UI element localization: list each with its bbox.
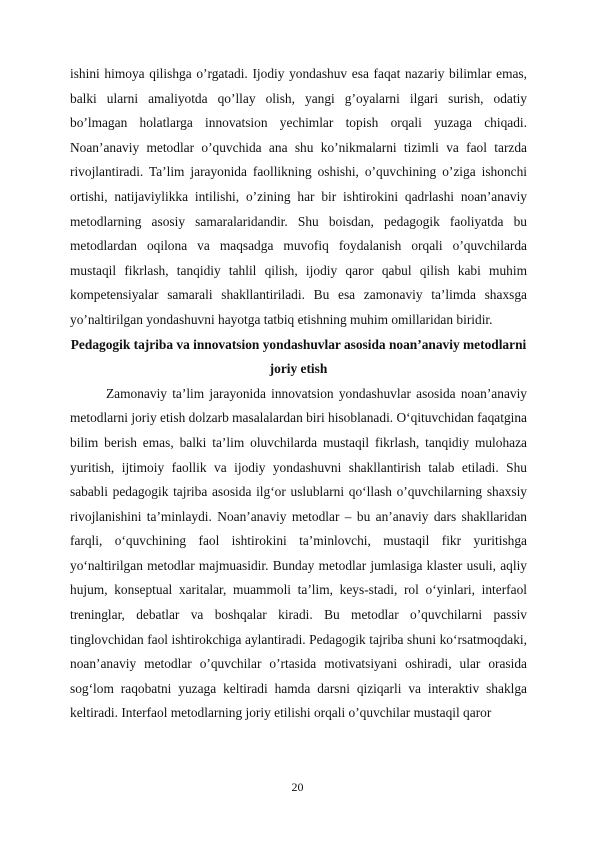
page-number: 20 (291, 780, 304, 794)
section-heading: Pedagogik tajriba va innovatsion yondashuvlar asosida noan’anaviy metodlarni joriy etish (70, 336, 527, 377)
body-paragraph: ishini himoya qilishga o’rgatadi. Ijodiy yondashuv esa faqat nazariy bilimlar emas, balki ularni amaliyotda qo’llay olish, yangi g’oyalarni ilgari surish, odatiy bo’lmagan holatlarga innovatsion yechimlar topish orqali yuzaga chiqadi. Noan’anaviy metodlar o’quvchida ana shu ko’nikmalarni tizimli va faol tarzda rivojlantiradi. Ta’lim jarayonida faollikning oshishi, o’quvchining o’ziga ishonchi ortishi, natijaviylikka intilishi, o’zining har bir ishtirokini qadrlashi noan’anaviy metodlarning asosiy samaralaridandir. Shu boisdan, pedagogik faoliyatda bu metodlardan oqilona va maqsadga muvofiq foydalanish orqali o’quvchilarda mustaqil fikrlash, tanqidiy tahlil qilish, ijodiy qaror qabul qilish kabi muhim kompetensiyalar samarali shakllantiriladi. Bu esa zamonaviy ta’limda shaxsga yo’naltirilgan yondashuvni hayotga tatbiq etishning muhim omillaridan biridir. (70, 66, 527, 327)
document-body (70, 62, 527, 726)
body-paragraph: Zamonaviy ta’lim jarayonida innovatsion yondashuvlar asosida noan’anaviy metodlarni joriy etish dolzarb masalalardan biri hisoblanadi. O‘qituvchidan faqatgina bilim berish emas, balki ta’lim oluvchilarda mustaqil fikrlash, tanqidiy mulohaza yuritish, ijtimoiy faollik va ijodiy yondashuvni shakllantirish talab etiladi. Shu sababli pedagogik tajriba asosida ilg‘or uslublarni qo‘llash o’quvchilarning shaxsiy rivojlanishini ta’minlaydi. Noan’anaviy metodlar – bu an’anaviy dars shakllaridan farqli, o‘quvchining faol ishtirokini ta’minlovchi, mustaqil fikr yuritishga yo‘naltirilgan metodlar majmuasidir. Bunday metodlar jumlasiga klaster usuli, aqliy hujum, konseptual xaritalar, muammoli ta’lim, keys-stadi, rol o‘yinlari, interfaol treninglar, debatlar va boshqalar kiradi. Bu metodlar o’quvchilarni passiv tinglovchidan faol ishtirokchiga aylantiradi. Pedagogik tajriba shuni ko‘rsatmoqdaki, noan’anaviy metodlar o’quvchilar o’rtasida motivatsiyani oshiradi, ular orasida sog‘lom raqobatni yuzaga keltiradi hamda darsni qiziqarli va interaktiv shaklga keltiradi. Interfaol metodlarning joriy etilishi orqali o’quvchilar mustaqil qaror (70, 385, 528, 721)
